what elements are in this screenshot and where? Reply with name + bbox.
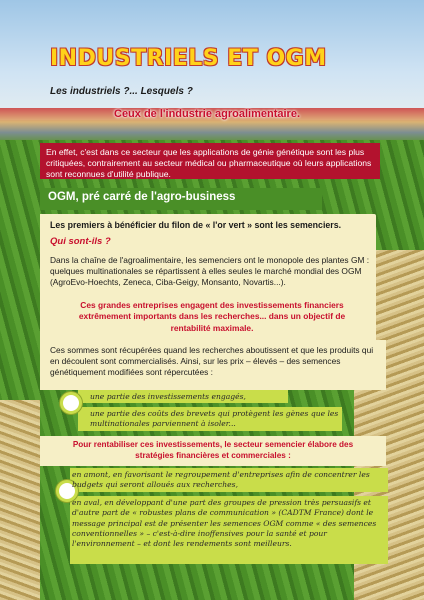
bullet-group-1	[58, 386, 378, 432]
bullet-icon	[60, 392, 82, 414]
bullet-group-2	[58, 468, 388, 566]
highlight-text: Ces grandes entreprises engagent des investissements financiers extrêmement importants dans les recherches... dans un objectif de rentabilité maximale.	[78, 300, 346, 333]
straw-background-left	[0, 400, 40, 600]
strategy-text: Pour rentabiliser ces investissements, le secteur semencier élabore des stratégies financières et commerciales :	[72, 440, 354, 460]
paragraph-1: Dans la chaîne de l'agroalimentaire, les semenciers ont le monopole des plantes GM : quelques multinationales se répartissent à elles seules le marché mondial des OGM (AgroEvo-Hoechts, Zeneca, Ciba-Geigy, Monsanto, Novartis...).	[50, 255, 370, 288]
intro-answer: Ceux de l'industrie agroalimentaire.	[114, 108, 301, 120]
section-heading: OGM, pré carré de l'agro-business	[40, 188, 322, 210]
bullet-item: une partie des coûts des brevets qui protègent les gènes que les multinationales parviennent à isoler...	[90, 409, 339, 429]
intro-question: Les industriels ?... Lesquels ?	[50, 86, 193, 97]
page-title: INDUSTRIELS ET OGM	[50, 46, 327, 71]
bullet-item: en aval, en développant d'une part des groupes de pression très persuasifs et d'autre part de « robustes plans de communication » (CADTM France) dont le message principal est de présenter les semences OGM comme « des semences conventionnelles » – c'est-à-dire inoffensives pour la santé et pour l'environnement – et dont les rendements sont meilleurs.	[72, 498, 377, 548]
who-heading: Qui sont-ils ?	[50, 236, 111, 247]
bullet-item: une partie des investissements engagés,	[90, 392, 246, 401]
bullet-item: en amont, en favorisant le regroupement d'entreprises afin de concentrer les budgets qui seront alloués aux recherches,	[72, 470, 370, 490]
paragraph-2: Ces sommes sont récupérées quand les recherches aboutissent et que les produits qui en découlent sont commercialisés. Ainsi, sur les prix – élevés – des semences génétiquement modifiées sont répercutées :	[50, 345, 374, 378]
intro-banner: En effet, c'est dans ce secteur que les applications de génie génétique sont les plus critiquées, contrairement au secteur médical ou pharmaceutique où leurs applications sont reconnues d'utilité publique.	[40, 143, 380, 179]
lead-text: Les premiers à bénéficier du filon de « l'or vert » sont les semenciers.	[50, 220, 342, 230]
